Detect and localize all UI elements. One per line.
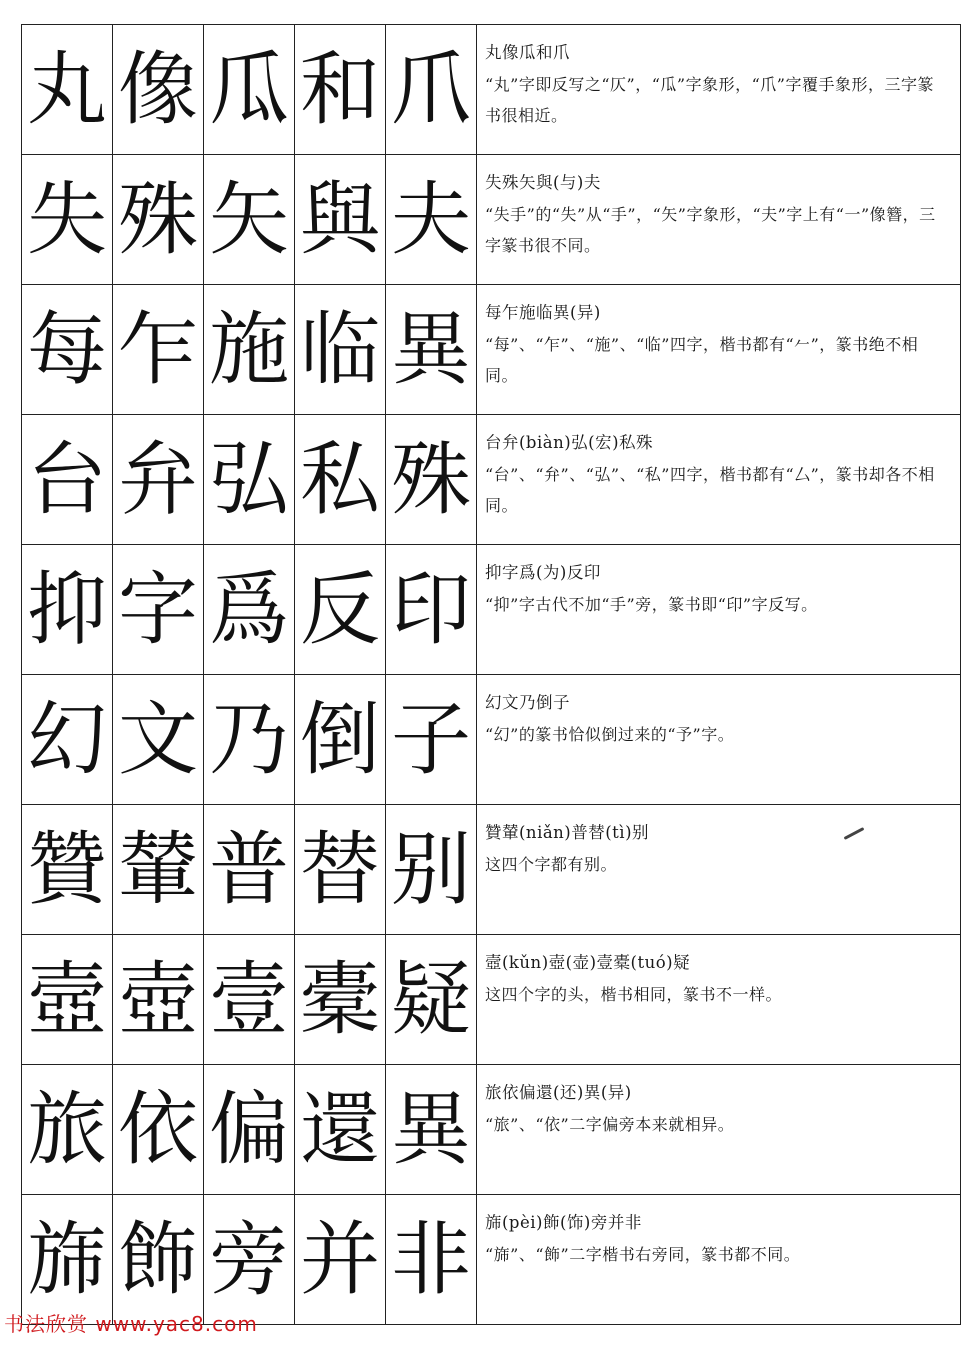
seal-script-character: 殊 [113,155,204,285]
explanation-text: 这四个字的头，楷书相同，篆书不一样。 [485,985,783,1005]
comparison-row [22,1065,961,1195]
explanation-cell [477,675,961,805]
seal-script-character: 爪 [386,25,477,155]
explanation-cell [477,415,961,545]
comparison-row [22,805,961,935]
explanation-text: “幻”的篆书恰似倒过来的“予”字。 [485,725,735,745]
seal-script-character: 還 [295,1065,386,1195]
seal-script-character: 字 [113,545,204,675]
seal-script-character: 抑 [22,545,113,675]
seal-script-character: 乍 [113,285,204,415]
comparison-row [22,545,961,675]
explanation-text: “旆”、“飾”二字楷书右旁同，篆书都不同。 [485,1245,801,1265]
explanation-cell [477,25,961,155]
comparison-row [22,155,961,285]
seal-script-character: 和 [295,25,386,155]
seal-script-character: 临 [295,285,386,415]
seal-script-character: 反 [295,545,386,675]
seal-script-character: 普 [204,805,295,935]
seal-script-character: 壹 [204,935,295,1065]
seal-script-character: 輦 [113,805,204,935]
explanation-cell [477,935,961,1065]
seal-script-character: 弘 [204,415,295,545]
seal-script-character: 失 [22,155,113,285]
seal-script-character: 印 [386,545,477,675]
seal-script-character: 依 [113,1065,204,1195]
seal-script-character: 旁 [204,1195,295,1325]
seal-script-character: 台 [22,415,113,545]
seal-script-character: 并 [295,1195,386,1325]
character-group-title: 失殊矢與(与)夫 [485,173,601,192]
character-group-title: 抑字爲(为)反印 [485,563,601,582]
seal-script-character: 旆 [22,1195,113,1325]
seal-script-character: 壺 [113,935,204,1065]
seal-script-character: 疑 [386,935,477,1065]
site-watermark: 书法欣赏 www.yac8.com [4,1312,258,1336]
explanation-cell [477,285,961,415]
character-group-title: 旆(pèi)飾(饰)旁并非 [485,1213,642,1232]
explanation-cell [477,1195,961,1325]
explanation-text: “旅”、“依”二字偏旁本来就相异。 [485,1115,735,1135]
seal-script-character: 倒 [295,675,386,805]
explanation-text: 这四个字都有别。 [485,855,618,875]
explanation-text: “每”、“乍”、“施”、“临”四字，楷书都有“𠂉”，篆书绝不相同。 [485,335,919,386]
explanation-cell [477,805,961,935]
seal-script-character: 弁 [113,415,204,545]
character-group-title: 旅依偏還(还)異(异) [485,1083,632,1102]
explanation-cell [477,545,961,675]
seal-script-character: 替 [295,805,386,935]
seal-script-character: 子 [386,675,477,805]
explanation-text: “丸”字即反写之“仄”，“瓜”字象形，“爪”字覆手象形，三字篆书很相近。 [485,75,934,126]
seal-script-character: 非 [386,1195,477,1325]
seal-script-character: 幻 [22,675,113,805]
seal-script-character: 每 [22,285,113,415]
character-group-title: 每乍施临異(异) [485,303,601,322]
explanation-text: “台”、“弁”、“弘”、“私”四字，楷书都有“厶”，篆书却各不相同。 [485,465,935,516]
comparison-row [22,935,961,1065]
seal-script-character: 私 [295,415,386,545]
seal-script-character: 别 [386,805,477,935]
seal-script-character: 殊 [386,415,477,545]
seal-script-character: 夫 [386,155,477,285]
comparison-row [22,415,961,545]
comparison-row [22,675,961,805]
seal-script-character: 矢 [204,155,295,285]
explanation-cell [477,155,961,285]
seal-script-character: 瓜 [204,25,295,155]
seal-script-character: 壼 [22,935,113,1065]
explanation-text: “抑”字古代不加“手”旁，篆书即“印”字反写。 [485,595,818,615]
seal-script-character: 乃 [204,675,295,805]
character-group-title: 台弁(biàn)弘(宏)私殊 [485,433,654,452]
explanation-cell [477,1065,961,1195]
comparison-row [22,285,961,415]
seal-script-character: 異 [386,285,477,415]
seal-script-character: 施 [204,285,295,415]
seal-script-character: 橐 [295,935,386,1065]
seal-script-character: 與 [295,155,386,285]
comparison-row [22,25,961,155]
character-group-title: 贊輦(niǎn)普替(tì)别 [485,823,650,842]
seal-script-character: 偏 [204,1065,295,1195]
seal-script-character: 丸 [22,25,113,155]
seal-script-character: 旅 [22,1065,113,1195]
seal-script-character: 贊 [22,805,113,935]
seal-script-character: 爲 [204,545,295,675]
seal-script-character: 異 [386,1065,477,1195]
character-group-title: 丸像瓜和爪 [485,43,570,62]
seal-script-character: 文 [113,675,204,805]
seal-script-character: 飾 [113,1195,204,1325]
seal-script-character: 像 [113,25,204,155]
character-group-title: 壼(kǔn)壺(壶)壹橐(tuó)疑 [485,953,691,972]
character-group-title: 幻文乃倒子 [485,693,570,712]
seal-character-comparison-table [21,24,961,1325]
explanation-text: “失手”的“失”从“手”，“矢”字象形，“夫”字上有“一”像簪，三字篆书很不同。 [485,205,936,256]
comparison-row [22,1195,961,1325]
